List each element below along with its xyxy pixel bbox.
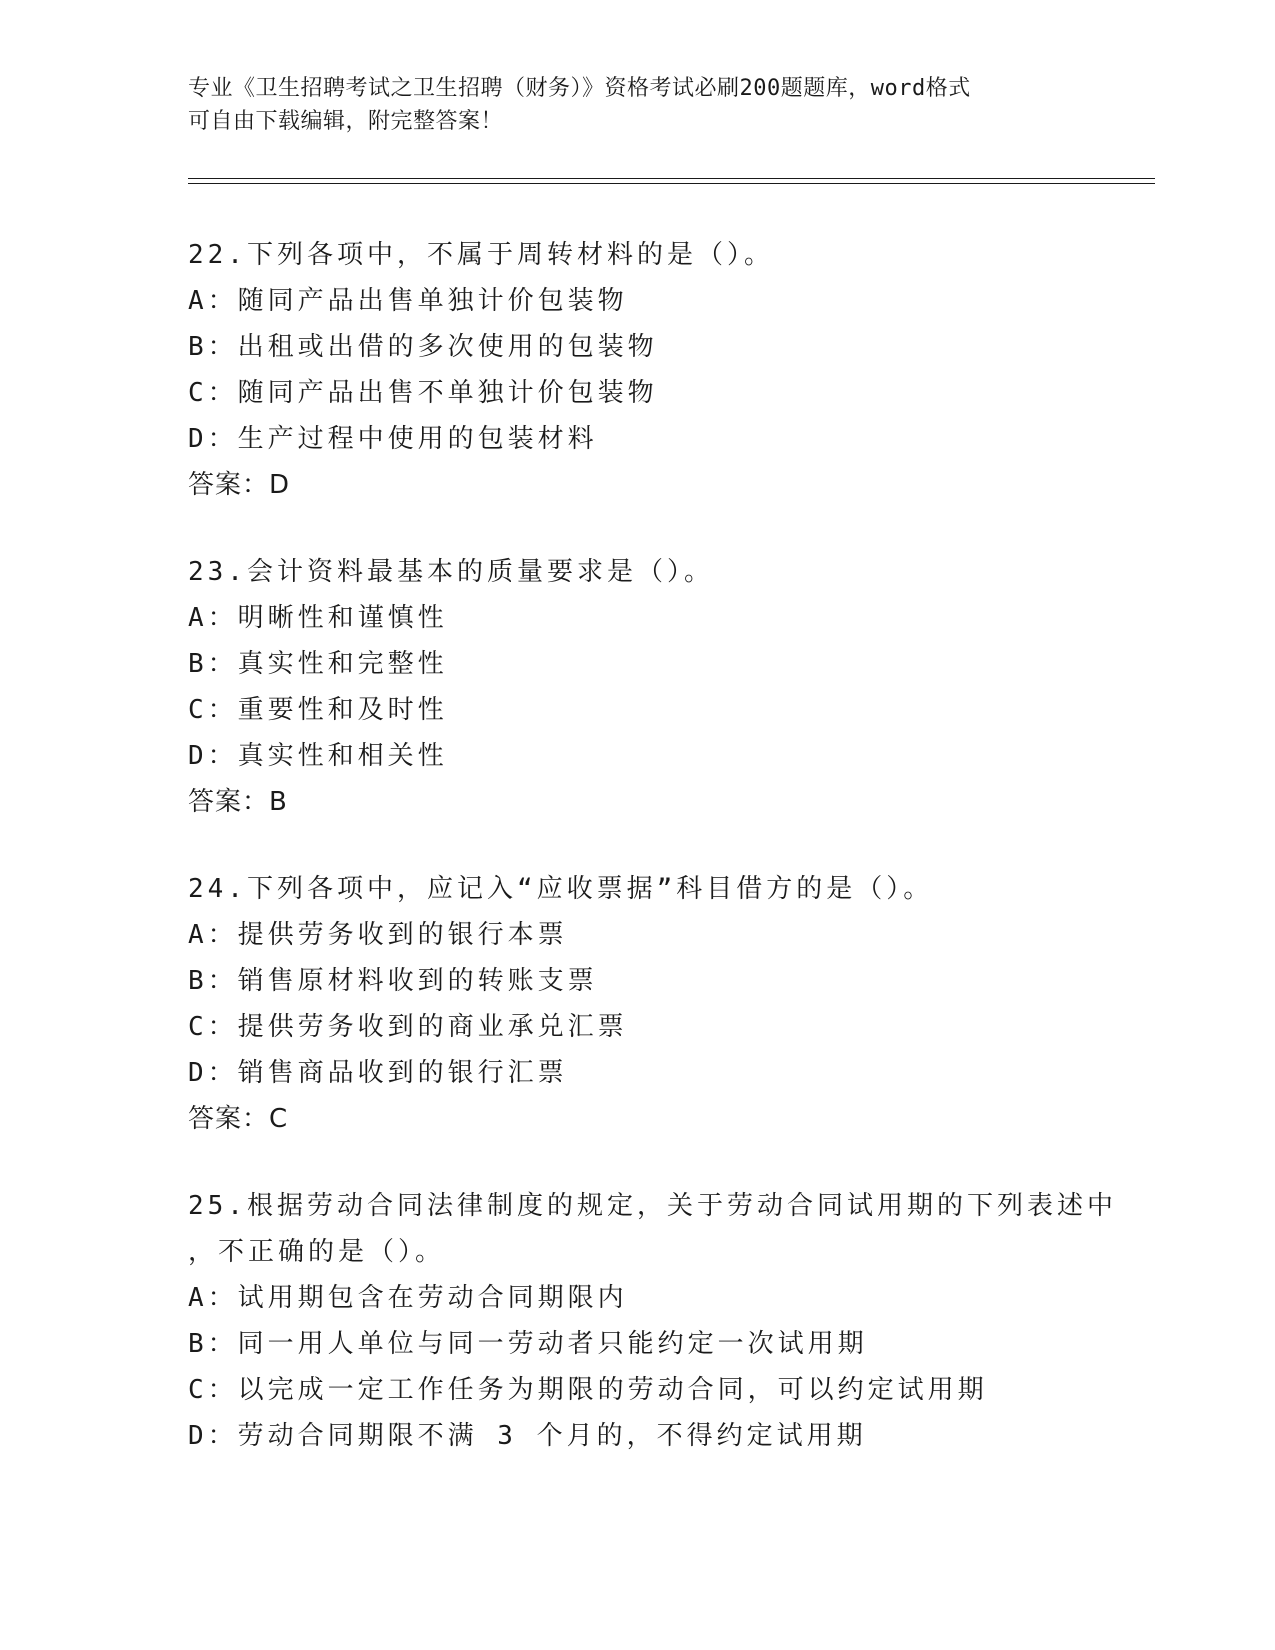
- option-a: A：明晰性和谨慎性: [188, 603, 448, 633]
- header-divider-top: [188, 178, 1155, 179]
- question-text: 24.下列各项中，应记入“应收票据”科目借方的是（）。: [188, 874, 934, 904]
- option-b: B：销售原材料收到的转账支票: [188, 966, 598, 996]
- header-line-1: 专业《卫生招聘考试之卫生招聘（财务）》资格考试必刷200题题库，word格式: [188, 76, 971, 101]
- option-a: A：提供劳务收到的银行本票: [188, 920, 568, 950]
- option-b: B：真实性和完整性: [188, 649, 448, 679]
- option-c: C：重要性和及时性: [188, 695, 448, 725]
- question-text-line-1: 25.根据劳动合同法律制度的规定，关于劳动合同试用期的下列表述中: [188, 1191, 1117, 1221]
- question-25: [188, 1183, 1117, 1459]
- question-23: [188, 549, 1088, 825]
- option-d: D：生产过程中使用的包装材料: [188, 424, 598, 454]
- answer: 答案：D: [188, 470, 291, 500]
- header-divider-bottom: [188, 183, 1155, 184]
- header-line-2: 可自由下载编辑，附完整答案！: [188, 109, 504, 134]
- question-text: 22.下列各项中，不属于周转材料的是（）。: [188, 240, 774, 270]
- question-list: [188, 232, 1117, 1500]
- question-text-line-2: ，不正确的是（）。: [188, 1237, 446, 1267]
- option-b: B：同一用人单位与同一劳动者只能约定一次试用期: [188, 1329, 868, 1359]
- answer: 答案：B: [188, 787, 288, 817]
- option-c: C：提供劳务收到的商业承兑汇票: [188, 1012, 628, 1042]
- answer: 答案：C: [188, 1104, 289, 1134]
- option-d: D：劳动合同期限不满 3 个月的，不得约定试用期: [188, 1421, 867, 1451]
- question-text: 23.会计资料最基本的质量要求是（）。: [188, 557, 714, 587]
- option-a: A：试用期包含在劳动合同期限内: [188, 1283, 628, 1313]
- option-c: C：随同产品出售不单独计价包装物: [188, 378, 658, 408]
- option-c: C：以完成一定工作任务为期限的劳动合同，可以约定试用期: [188, 1375, 988, 1405]
- option-b: B：出租或出借的多次使用的包装物: [188, 332, 658, 362]
- option-a: A：随同产品出售单独计价包装物: [188, 286, 628, 316]
- option-d: D：真实性和相关性: [188, 741, 448, 771]
- question-22: [188, 232, 1088, 508]
- question-24: [188, 866, 1088, 1142]
- document-header: [188, 72, 1068, 138]
- option-d: D：销售商品收到的银行汇票: [188, 1058, 568, 1088]
